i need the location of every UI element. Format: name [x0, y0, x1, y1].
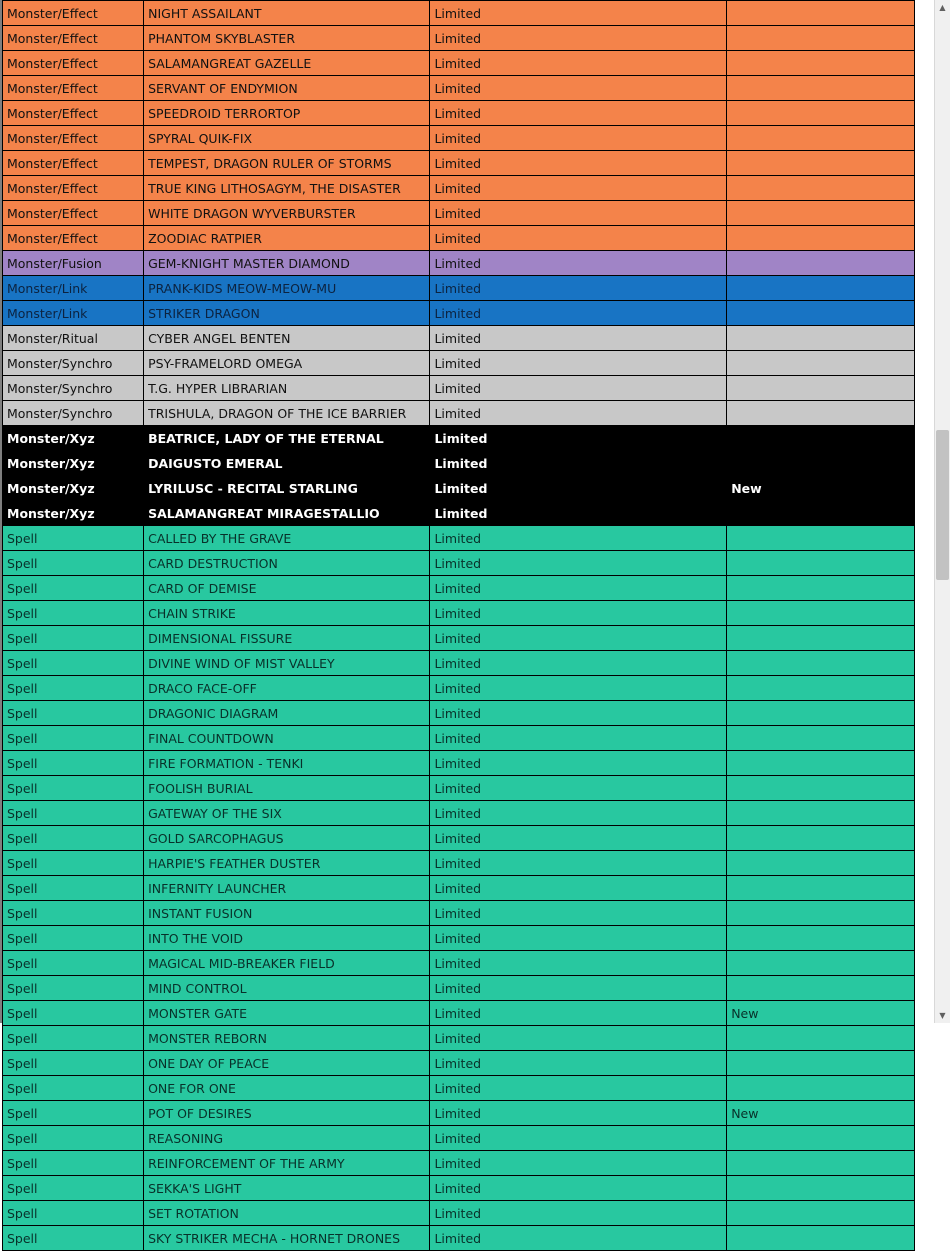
cell-card-name: BEATRICE, LADY OF THE ETERNAL — [144, 426, 430, 451]
cell-card-name: DRACO FACE-OFF — [144, 676, 430, 701]
cell-card-name: SALAMANGREAT GAZELLE — [144, 51, 430, 76]
table-row — [3, 676, 915, 701]
cell-note — [727, 576, 915, 601]
cell-card-type: Monster/Effect — [3, 101, 144, 126]
cell-card-type: Spell — [3, 1051, 144, 1076]
cell-status: Limited — [430, 226, 727, 251]
cell-card-type: Monster/Effect — [3, 76, 144, 101]
table-row — [3, 876, 915, 901]
cell-note — [727, 851, 915, 876]
cell-status: Limited — [430, 801, 727, 826]
cell-status: Limited — [430, 701, 727, 726]
cell-note — [727, 801, 915, 826]
cell-card-name: TRISHULA, DRAGON OF THE ICE BARRIER — [144, 401, 430, 426]
vertical-scrollbar[interactable] — [934, 0, 950, 1023]
cell-card-type: Monster/Effect — [3, 1, 144, 26]
cell-note — [727, 226, 915, 251]
cell-note — [727, 676, 915, 701]
table-row — [3, 301, 915, 326]
cell-card-name: MAGICAL MID-BREAKER FIELD — [144, 951, 430, 976]
table-row — [3, 726, 915, 751]
cell-status: Limited — [430, 76, 727, 101]
cell-note — [727, 1226, 915, 1251]
cell-card-name: PHANTOM SKYBLASTER — [144, 26, 430, 51]
table-row — [3, 1101, 915, 1126]
cell-status: Limited — [430, 26, 727, 51]
table-row — [3, 151, 915, 176]
cell-card-type: Spell — [3, 551, 144, 576]
cell-card-type: Monster/Effect — [3, 26, 144, 51]
cell-card-type: Spell — [3, 1126, 144, 1151]
table-row — [3, 601, 915, 626]
cell-status: Limited — [430, 1, 727, 26]
cell-card-name: SPYRAL QUIK-FIX — [144, 126, 430, 151]
cell-status: Limited — [430, 201, 727, 226]
cell-status: Limited — [430, 1051, 727, 1076]
cell-card-name: GOLD SARCOPHAGUS — [144, 826, 430, 851]
cell-card-name: REINFORCEMENT OF THE ARMY — [144, 1151, 430, 1176]
page-right-margin — [915, 0, 935, 1023]
scroll-down-arrow-icon[interactable]: ▼ — [935, 1008, 950, 1023]
cell-card-name: LYRILUSC - RECITAL STARLING — [144, 476, 430, 501]
cell-note — [727, 426, 915, 451]
cell-card-name: INSTANT FUSION — [144, 901, 430, 926]
cell-status: Limited — [430, 826, 727, 851]
cell-status: Limited — [430, 1226, 727, 1251]
cell-card-type: Spell — [3, 1151, 144, 1176]
cell-status: Limited — [430, 926, 727, 951]
cell-card-type: Spell — [3, 1076, 144, 1101]
cell-status: Limited — [430, 476, 727, 501]
cell-card-type: Spell — [3, 751, 144, 776]
cell-status: Limited — [430, 276, 727, 301]
table-row — [3, 701, 915, 726]
cell-card-name: SERVANT OF ENDYMION — [144, 76, 430, 101]
cell-card-type: Monster/Link — [3, 301, 144, 326]
cell-card-name: ONE DAY OF PEACE — [144, 1051, 430, 1076]
cell-card-type: Monster/Xyz — [3, 451, 144, 476]
cell-status: Limited — [430, 626, 727, 651]
cell-note — [727, 351, 915, 376]
table-row — [3, 751, 915, 776]
cell-status: Limited — [430, 776, 727, 801]
cell-note — [727, 776, 915, 801]
cell-status: Limited — [430, 651, 727, 676]
cell-note — [727, 126, 915, 151]
table-row — [3, 1226, 915, 1251]
table-row — [3, 451, 915, 476]
cell-status: Limited — [430, 326, 727, 351]
banlist-table — [2, 0, 915, 1251]
cell-card-type: Monster/Xyz — [3, 501, 144, 526]
cell-card-type: Monster/Effect — [3, 151, 144, 176]
cell-status: Limited — [430, 451, 727, 476]
cell-card-name: DIVINE WIND OF MIST VALLEY — [144, 651, 430, 676]
cell-note — [727, 1151, 915, 1176]
cell-note — [727, 276, 915, 301]
cell-note — [727, 301, 915, 326]
cell-card-name: CARD DESTRUCTION — [144, 551, 430, 576]
cell-card-name: CYBER ANGEL BENTEN — [144, 326, 430, 351]
cell-card-type: Monster/Ritual — [3, 326, 144, 351]
cell-note — [727, 1051, 915, 1076]
cell-card-name: FIRE FORMATION - TENKI — [144, 751, 430, 776]
table-row — [3, 1151, 915, 1176]
cell-card-type: Monster/Fusion — [3, 251, 144, 276]
cell-card-name: DRAGONIC DIAGRAM — [144, 701, 430, 726]
cell-note — [727, 526, 915, 551]
cell-card-type: Monster/Synchro — [3, 376, 144, 401]
cell-card-name: ONE FOR ONE — [144, 1076, 430, 1101]
cell-card-type: Spell — [3, 526, 144, 551]
cell-status: Limited — [430, 1126, 727, 1151]
table-row — [3, 1201, 915, 1226]
cell-card-name: POT OF DESIRES — [144, 1101, 430, 1126]
table-row — [3, 1051, 915, 1076]
cell-card-type: Spell — [3, 676, 144, 701]
cell-note — [727, 701, 915, 726]
cell-status: Limited — [430, 1176, 727, 1201]
cell-card-name: TRUE KING LITHOSAGYM, THE DISASTER — [144, 176, 430, 201]
cell-status: Limited — [430, 1076, 727, 1101]
cell-card-name: SET ROTATION — [144, 1201, 430, 1226]
table-row — [3, 551, 915, 576]
cell-card-type: Spell — [3, 576, 144, 601]
table-row — [3, 1001, 915, 1026]
cell-card-name: INFERNITY LAUNCHER — [144, 876, 430, 901]
cell-note — [727, 26, 915, 51]
scrollbar-thumb[interactable] — [936, 430, 949, 580]
table-row — [3, 1, 915, 26]
table-row — [3, 401, 915, 426]
cell-status: Limited — [430, 951, 727, 976]
banlist-table-body — [3, 1, 915, 1251]
table-row — [3, 1076, 915, 1101]
cell-card-type: Spell — [3, 901, 144, 926]
cell-status: Limited — [430, 1151, 727, 1176]
cell-note — [727, 976, 915, 1001]
cell-status: Limited — [430, 976, 727, 1001]
cell-note — [727, 876, 915, 901]
cell-note: New — [727, 1001, 915, 1026]
cell-note — [727, 451, 915, 476]
cell-card-type: Spell — [3, 1201, 144, 1226]
cell-note — [727, 551, 915, 576]
cell-note — [727, 1126, 915, 1151]
table-row — [3, 1026, 915, 1051]
cell-card-name: WHITE DRAGON WYVERBURSTER — [144, 201, 430, 226]
cell-note — [727, 376, 915, 401]
table-row — [3, 951, 915, 976]
table-row — [3, 51, 915, 76]
table-row — [3, 976, 915, 1001]
cell-card-name: MONSTER GATE — [144, 1001, 430, 1026]
cell-status: Limited — [430, 526, 727, 551]
cell-card-name: SEKKA'S LIGHT — [144, 1176, 430, 1201]
table-row — [3, 351, 915, 376]
table-row — [3, 251, 915, 276]
cell-note — [727, 401, 915, 426]
cell-status: Limited — [430, 601, 727, 626]
cell-card-type: Spell — [3, 951, 144, 976]
cell-card-name: TEMPEST, DRAGON RULER OF STORMS — [144, 151, 430, 176]
cell-card-name: PRANK-KIDS MEOW-MEOW-MU — [144, 276, 430, 301]
cell-card-type: Spell — [3, 1101, 144, 1126]
cell-card-name: ZOODIAC RATPIER — [144, 226, 430, 251]
cell-status: Limited — [430, 351, 727, 376]
cell-card-type: Spell — [3, 701, 144, 726]
cell-status: Limited — [430, 576, 727, 601]
cell-card-name: T.G. HYPER LIBRARIAN — [144, 376, 430, 401]
cell-status: Limited — [430, 426, 727, 451]
cell-card-type: Spell — [3, 1026, 144, 1051]
cell-card-name: NIGHT ASSAILANT — [144, 1, 430, 26]
cell-status: Limited — [430, 176, 727, 201]
cell-card-type: Monster/Effect — [3, 176, 144, 201]
cell-note — [727, 751, 915, 776]
cell-note — [727, 726, 915, 751]
cell-status: Limited — [430, 551, 727, 576]
cell-status: Limited — [430, 126, 727, 151]
table-row — [3, 176, 915, 201]
cell-card-name: SPEEDROID TERRORTOP — [144, 101, 430, 126]
table-row — [3, 426, 915, 451]
cell-card-type: Spell — [3, 876, 144, 901]
cell-card-type: Spell — [3, 1001, 144, 1026]
cell-note — [727, 926, 915, 951]
cell-note — [727, 826, 915, 851]
table-row — [3, 76, 915, 101]
cell-status: Limited — [430, 851, 727, 876]
table-row — [3, 1176, 915, 1201]
cell-status: Limited — [430, 251, 727, 276]
table-row — [3, 326, 915, 351]
cell-note — [727, 201, 915, 226]
cell-note — [727, 601, 915, 626]
cell-card-type: Spell — [3, 1226, 144, 1251]
cell-card-type: Spell — [3, 776, 144, 801]
cell-card-type: Monster/Link — [3, 276, 144, 301]
cell-card-type: Monster/Synchro — [3, 351, 144, 376]
cell-note — [727, 176, 915, 201]
cell-card-name: CALLED BY THE GRAVE — [144, 526, 430, 551]
cell-note — [727, 951, 915, 976]
cell-status: Limited — [430, 676, 727, 701]
cell-card-type: Spell — [3, 601, 144, 626]
cell-note — [727, 501, 915, 526]
cell-status: Limited — [430, 1101, 727, 1126]
cell-card-type: Spell — [3, 801, 144, 826]
cell-status: Limited — [430, 901, 727, 926]
cell-card-type: Spell — [3, 651, 144, 676]
cell-status: Limited — [430, 726, 727, 751]
cell-note — [727, 151, 915, 176]
table-row — [3, 851, 915, 876]
cell-card-type: Monster/Effect — [3, 51, 144, 76]
cell-note — [727, 251, 915, 276]
cell-status: Limited — [430, 376, 727, 401]
cell-card-name: INTO THE VOID — [144, 926, 430, 951]
cell-card-name: CHAIN STRIKE — [144, 601, 430, 626]
cell-status: Limited — [430, 301, 727, 326]
cell-card-name: CARD OF DEMISE — [144, 576, 430, 601]
cell-note — [727, 651, 915, 676]
cell-status: Limited — [430, 1001, 727, 1026]
cell-note — [727, 1026, 915, 1051]
cell-note — [727, 901, 915, 926]
cell-card-name: REASONING — [144, 1126, 430, 1151]
table-row — [3, 776, 915, 801]
cell-card-type: Spell — [3, 726, 144, 751]
cell-card-type: Monster/Xyz — [3, 426, 144, 451]
cell-card-name: MIND CONTROL — [144, 976, 430, 1001]
cell-note — [727, 51, 915, 76]
cell-status: Limited — [430, 51, 727, 76]
table-row — [3, 501, 915, 526]
cell-card-name: GEM-KNIGHT MASTER DIAMOND — [144, 251, 430, 276]
cell-card-name: GATEWAY OF THE SIX — [144, 801, 430, 826]
cell-card-type: Spell — [3, 851, 144, 876]
cell-card-name: FINAL COUNTDOWN — [144, 726, 430, 751]
cell-card-name: SALAMANGREAT MIRAGESTALLIO — [144, 501, 430, 526]
cell-status: Limited — [430, 1201, 727, 1226]
cell-note — [727, 626, 915, 651]
cell-card-type: Monster/Xyz — [3, 476, 144, 501]
cell-card-name: STRIKER DRAGON — [144, 301, 430, 326]
cell-card-type: Spell — [3, 976, 144, 1001]
table-row — [3, 376, 915, 401]
cell-card-type: Monster/Effect — [3, 226, 144, 251]
cell-card-type: Monster/Synchro — [3, 401, 144, 426]
table-row — [3, 826, 915, 851]
table-row — [3, 1126, 915, 1151]
cell-card-type: Spell — [3, 626, 144, 651]
table-row — [3, 526, 915, 551]
cell-status: Limited — [430, 1026, 727, 1051]
cell-card-name: PSY-FRAMELORD OMEGA — [144, 351, 430, 376]
table-row — [3, 226, 915, 251]
cell-card-type: Monster/Effect — [3, 201, 144, 226]
cell-card-name: MONSTER REBORN — [144, 1026, 430, 1051]
scroll-up-arrow-icon[interactable]: ▲ — [935, 0, 950, 15]
cell-note: New — [727, 476, 915, 501]
cell-card-type: Spell — [3, 926, 144, 951]
table-row — [3, 901, 915, 926]
cell-note — [727, 1, 915, 26]
cell-note: New — [727, 1101, 915, 1126]
table-row — [3, 476, 915, 501]
cell-card-name: SKY STRIKER MECHA - HORNET DRONES — [144, 1226, 430, 1251]
table-row — [3, 276, 915, 301]
table-row — [3, 801, 915, 826]
cell-note — [727, 1176, 915, 1201]
table-row — [3, 126, 915, 151]
cell-status: Limited — [430, 501, 727, 526]
cell-status: Limited — [430, 876, 727, 901]
table-row — [3, 576, 915, 601]
cell-card-type: Spell — [3, 1176, 144, 1201]
table-row — [3, 101, 915, 126]
cell-status: Limited — [430, 401, 727, 426]
cell-card-name: HARPIE'S FEATHER DUSTER — [144, 851, 430, 876]
cell-note — [727, 76, 915, 101]
cell-note — [727, 326, 915, 351]
cell-status: Limited — [430, 101, 727, 126]
cell-note — [727, 101, 915, 126]
cell-card-name: DIMENSIONAL FISSURE — [144, 626, 430, 651]
cell-card-type: Monster/Effect — [3, 126, 144, 151]
table-row — [3, 926, 915, 951]
cell-card-name: DAIGUSTO EMERAL — [144, 451, 430, 476]
table-row — [3, 626, 915, 651]
table-row — [3, 26, 915, 51]
table-row — [3, 201, 915, 226]
cell-card-type: Spell — [3, 826, 144, 851]
cell-note — [727, 1076, 915, 1101]
cell-card-name: FOOLISH BURIAL — [144, 776, 430, 801]
cell-status: Limited — [430, 751, 727, 776]
cell-status: Limited — [430, 151, 727, 176]
table-row — [3, 651, 915, 676]
cell-note — [727, 1201, 915, 1226]
